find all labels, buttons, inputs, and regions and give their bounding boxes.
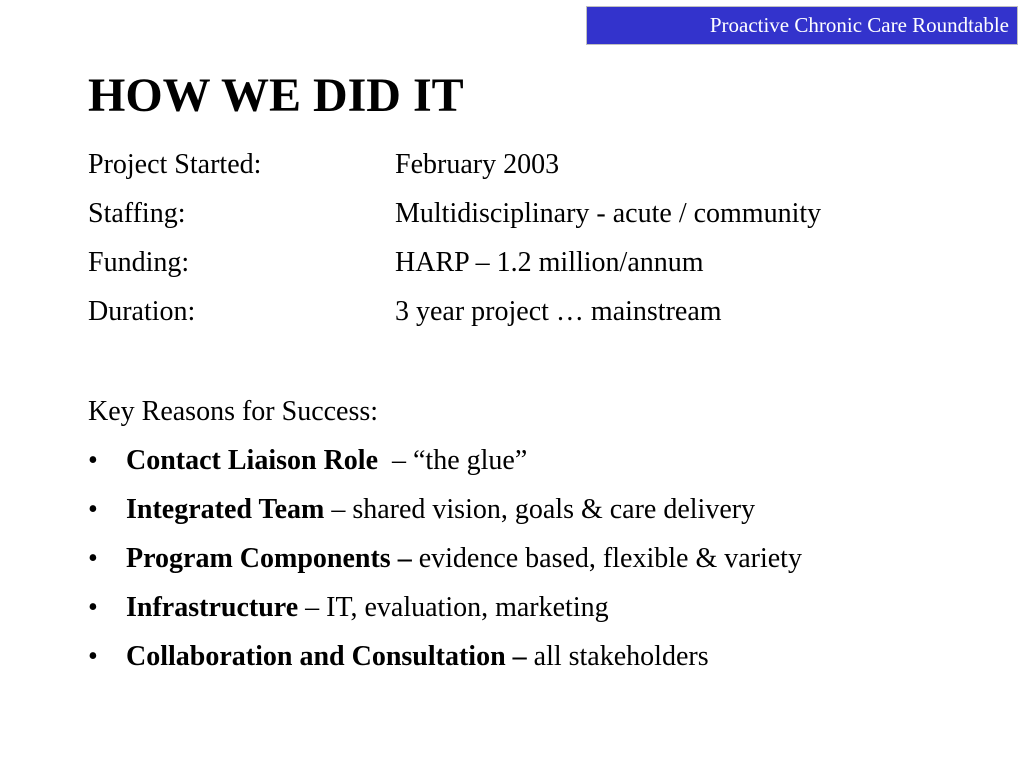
fact-row xyxy=(88,287,988,336)
reason-item xyxy=(88,485,988,534)
reason-name: Collaboration and Consultation – xyxy=(126,641,527,672)
bullet-icon: • xyxy=(88,641,98,672)
reason-name: Program Components – xyxy=(126,543,412,574)
reasons-heading: Key Reasons for Success: xyxy=(88,396,379,427)
reason-name: Infrastructure xyxy=(126,592,299,623)
bullet-icon: • xyxy=(88,543,98,574)
fact-row xyxy=(88,238,988,287)
reason-item xyxy=(88,436,988,485)
reason-name: Contact Liaison Role xyxy=(126,445,378,476)
fact-value: HARP – 1.2 million/annum xyxy=(395,247,704,278)
fact-label: Project Started: xyxy=(88,149,262,180)
header-banner: Proactive Chronic Care Roundtable xyxy=(586,6,1018,45)
reason-text: all stakeholders xyxy=(526,641,709,672)
fact-label: Staffing: xyxy=(88,198,186,229)
reason-text: – shared vision, goals & care delivery xyxy=(324,494,756,525)
reason-text: – IT, evaluation, marketing xyxy=(298,592,609,623)
bullet-icon: • xyxy=(88,494,98,525)
fact-row xyxy=(88,140,988,189)
fact-row xyxy=(88,189,988,238)
reasons-list xyxy=(88,436,988,681)
project-facts xyxy=(88,140,988,336)
reason-item xyxy=(88,632,988,681)
reason-item xyxy=(88,534,988,583)
reason-name: Integrated Team xyxy=(126,494,325,525)
fact-label: Duration: xyxy=(88,296,196,327)
bullet-icon: • xyxy=(88,445,98,476)
fact-value: Multidisciplinary - acute / community xyxy=(395,198,822,229)
fact-value: 3 year project … mainstream xyxy=(395,296,722,327)
bullet-icon: • xyxy=(88,592,98,623)
reason-text: – “the glue” xyxy=(378,445,528,476)
slide-title: HOW WE DID IT xyxy=(88,69,464,122)
fact-label: Funding: xyxy=(88,247,190,278)
reason-item xyxy=(88,583,988,632)
fact-value: February 2003 xyxy=(395,149,560,180)
reason-text: evidence based, flexible & variety xyxy=(411,543,802,574)
